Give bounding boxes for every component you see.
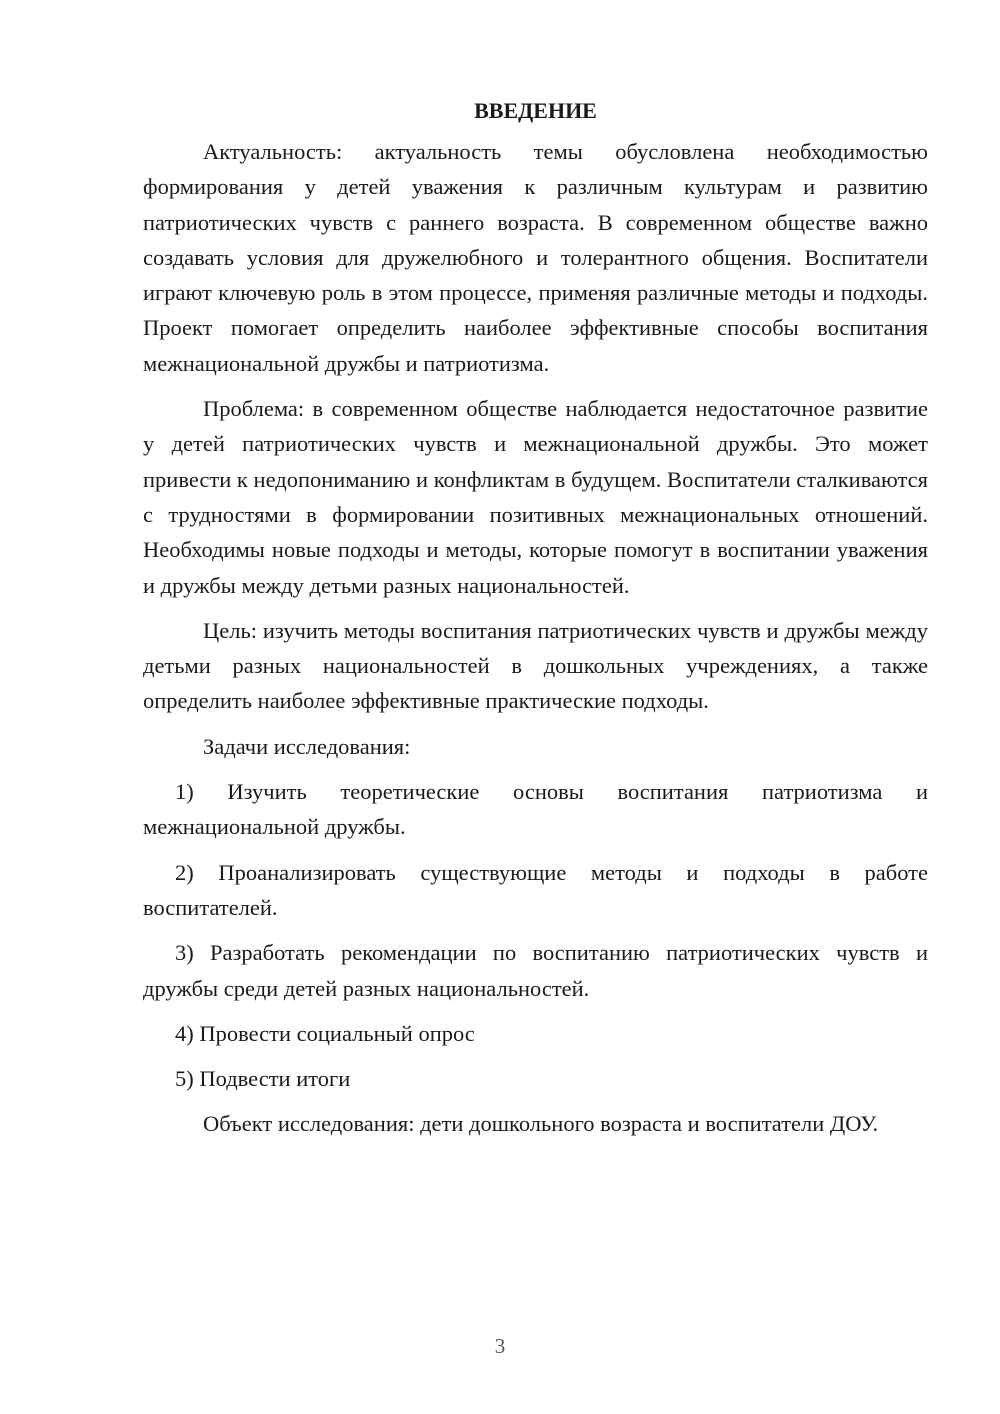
tasks-title: Задачи исследования: <box>203 733 411 759</box>
goal-paragraph: Цель: изучить методы воспитания патриотических чувств и дружбы между детьми разных национальностей в дошкольных учреждениях, а также определить наиболее эффективные практические подходы. <box>143 617 928 714</box>
task-item-3: 3) Разработать рекомендации по воспитанию патриотических чувств и дружбы среди детей разных национальностей. <box>143 940 928 1001</box>
relevance-paragraph: Актуальность: актуальность темы обусловлена необходимостью формирования у детей уважения к различным культурам и развитию патриотических чувств с раннего возраста. В современном обществе важно создавать условия для дружелюбного и толерантного общения. Воспитатели играют ключевую роль в этом процессе, применяя различные методы и подходы. Проект помогает определить наиболее эффективные способы воспитания межнациональной дружбы и патриотизма. <box>143 139 928 376</box>
problem-paragraph: Проблема: в современном обществе наблюдается недостаточное развитие у детей патриотических чувств и межнациональной дружбы. Это может привести к недопониманию и конфликтам в будущем. Воспитатели сталкиваются с трудностями в формировании позитивных межнациональных отношений. Необходимы новые подходы и методы, которые помогут в воспитании уважения и дружбы между детьми разных национальностей. <box>143 396 928 598</box>
task-item-2: 2) Проанализировать существующие методы и подходы в работе воспитателей. <box>143 859 928 920</box>
section-heading: ВВЕДЕНИЕ <box>474 98 597 123</box>
task-item-5: 5) Подвести итоги <box>175 1066 351 1092</box>
page-number: 3 <box>494 1334 506 1358</box>
task-item-4: 4) Провести социальный опрос <box>175 1020 475 1046</box>
task-item-1: 1) Изучить теоретические основы воспитания патриотизма и межнациональной дружбы. <box>143 779 928 840</box>
object-paragraph: Объект исследования: дети дошкольного возраста и воспитатели ДОУ. <box>203 1111 879 1137</box>
page-content <box>143 93 928 1142</box>
